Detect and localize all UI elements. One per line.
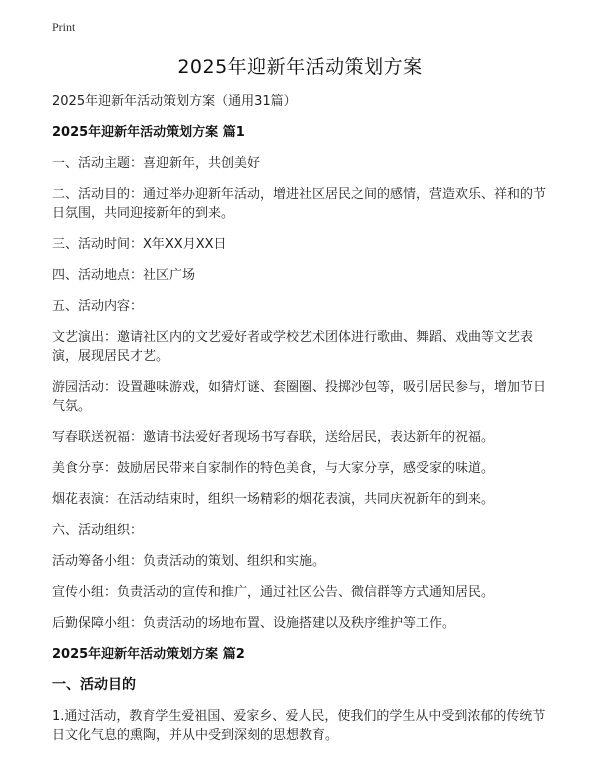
- activity-organization-heading: 六、活动组织：: [52, 523, 144, 538]
- activity-place: 四、活动地点：社区广场: [52, 268, 196, 283]
- content-item-couplets: 写春联送祝福：邀请书法爱好者现场书写春联，送给居民，表达新年的祝福。: [52, 430, 495, 445]
- page-title: 2025年迎新年活动策划方案: [177, 56, 423, 78]
- content-item-fireworks: 烟花表演：在活动结束时，组织一场精彩的烟花表演，共同庆祝新年的到来。: [52, 492, 495, 507]
- org-item-planning-group: 活动筹备小组：负责活动的策划、组织和实施。: [52, 554, 326, 569]
- section-heading-2: 2025年迎新年活动策划方案 篇2: [52, 647, 245, 662]
- activity-purpose: 二、活动目的：通过举办迎新年活动，增进社区居民之间的感情，营造欢乐、祥和的节日氛围，共同迎接新年的到来。: [52, 187, 547, 221]
- content-item-performance: 文艺演出：邀请社区内的文艺爱好者或学校艺术团体进行歌曲、舞蹈、戏曲等文艺表演，展现居民才艺。: [52, 330, 534, 364]
- activity-time: 三、活动时间：X年XX月XX日: [52, 237, 227, 252]
- document-body: [52, 92, 552, 757]
- document-subtitle: 2025年迎新年活动策划方案（通用31篇）: [52, 94, 297, 109]
- org-item-logistics-group: 后勤保障小组：负责活动的场地布置、设施搭建以及秩序维护等工作。: [52, 616, 456, 631]
- activity-content-heading: 五、活动内容：: [52, 299, 144, 314]
- content-item-food-sharing: 美食分享：鼓励居民带来自家制作的特色美食，与大家分享，感受家的味道。: [52, 461, 495, 476]
- content-item-garden-party: 游园活动：设置趣味游戏，如猜灯谜、套圈圈、投掷沙包等，吸引居民参与，增加节日气氛。: [52, 380, 547, 414]
- subsection-heading-purpose: 一、活动目的: [52, 677, 136, 693]
- purpose-item-1: 1.通过活动，教育学生爱祖国、爱家乡、爱人民，使我们的学生从中受到浓郁的传统节日文化气息的熏陶，并从中受到深刻的思想教育。: [52, 709, 546, 743]
- print-link[interactable]: Print: [52, 20, 76, 34]
- org-item-publicity-group: 宣传小组：负责活动的宣传和推广，通过社区公告、微信群等方式通知居民。: [52, 585, 495, 600]
- activity-theme: 一、活动主题：喜迎新年，共创美好: [52, 156, 261, 171]
- section-heading-1: 2025年迎新年活动策划方案 篇1: [52, 125, 245, 140]
